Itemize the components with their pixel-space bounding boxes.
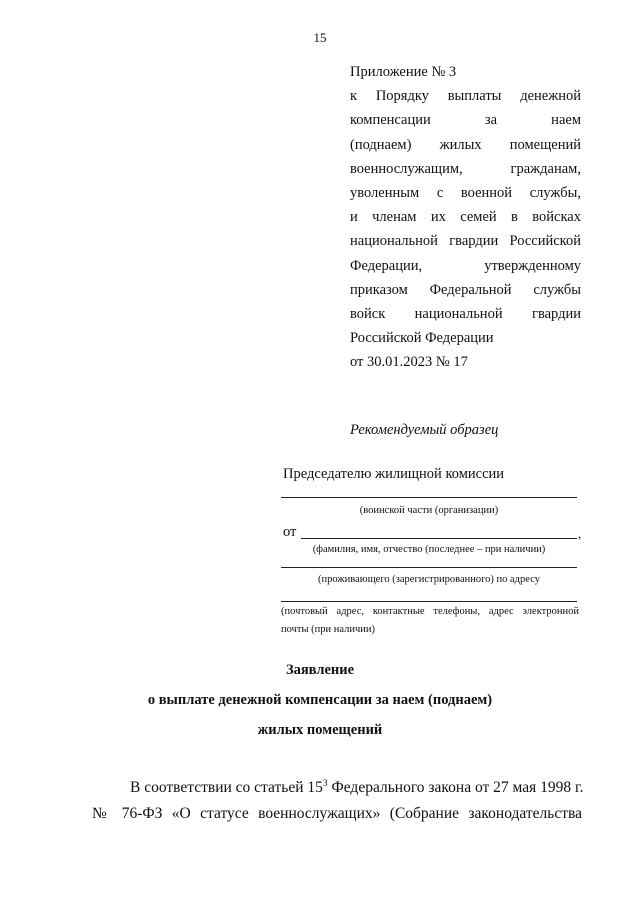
name-caption: (фамилия, имя, отчество (последнее – при наличии) xyxy=(312,544,546,555)
article-superscript: 3 xyxy=(322,779,328,789)
appendix-line: компенсации за наем xyxy=(350,112,581,129)
appendix-line: национальной гвардии Российской xyxy=(350,233,581,250)
appendix-line: Федерации, утвержденному xyxy=(350,257,581,274)
document-subtitle: о выплате денежной компенсации за наем (поднаем) xyxy=(147,692,493,708)
body-text: В соответствии со статьей 15 xyxy=(130,779,323,796)
appendix-line: и членам их семей в войсках xyxy=(350,209,581,226)
unit-fill-line xyxy=(281,497,577,498)
from-label: от xyxy=(283,524,297,540)
appendix-line: войск национальной гвардии xyxy=(350,305,581,322)
sample-label: Рекомендуемый образец xyxy=(350,422,499,438)
appendix-title: Приложение № 3 xyxy=(350,64,457,80)
appendix-line: (поднаем) жилых помещений xyxy=(350,136,581,153)
document-title: Заявление xyxy=(285,662,355,678)
body-text: Федерального закона от 27 мая 1998 г. xyxy=(327,779,584,796)
unit-caption: (воинской части (организации) xyxy=(359,505,499,516)
residence-fill-line xyxy=(281,567,577,568)
residence-caption: (проживающего (зарегистрированного) по адресу xyxy=(318,574,540,585)
appendix-line: уволенным с военной службы, xyxy=(350,184,581,201)
addressee-line: Председателю жилищной комиссии xyxy=(283,466,505,482)
appendix-header xyxy=(350,60,581,374)
body-paragraph-line: № 76-ФЗ «О статусе военнослужащих» (Собрание законодательства xyxy=(92,805,582,822)
postal-caption xyxy=(281,603,579,639)
appendix-line: к Порядку выплаты денежной xyxy=(350,88,581,105)
document-subtitle: жилых помещений xyxy=(257,722,383,738)
postal-caption-line: (почтовый адрес, контактные телефоны, адрес электронной xyxy=(281,606,579,617)
page-number: 15 xyxy=(313,30,327,45)
appendix-line: приказом Федеральной службы xyxy=(350,281,581,298)
postal-caption-line: почты (при наличии) xyxy=(281,624,376,635)
name-fill-line xyxy=(301,538,577,539)
address-fill-line xyxy=(281,601,577,602)
appendix-line: Российской Федерации xyxy=(350,330,494,347)
appendix-line: военнослужащим, гражданам, xyxy=(350,160,581,177)
from-comma: , xyxy=(578,526,582,541)
appendix-order-date: от 30.01.2023 № 17 xyxy=(350,354,468,371)
body-paragraph-line xyxy=(130,779,583,797)
